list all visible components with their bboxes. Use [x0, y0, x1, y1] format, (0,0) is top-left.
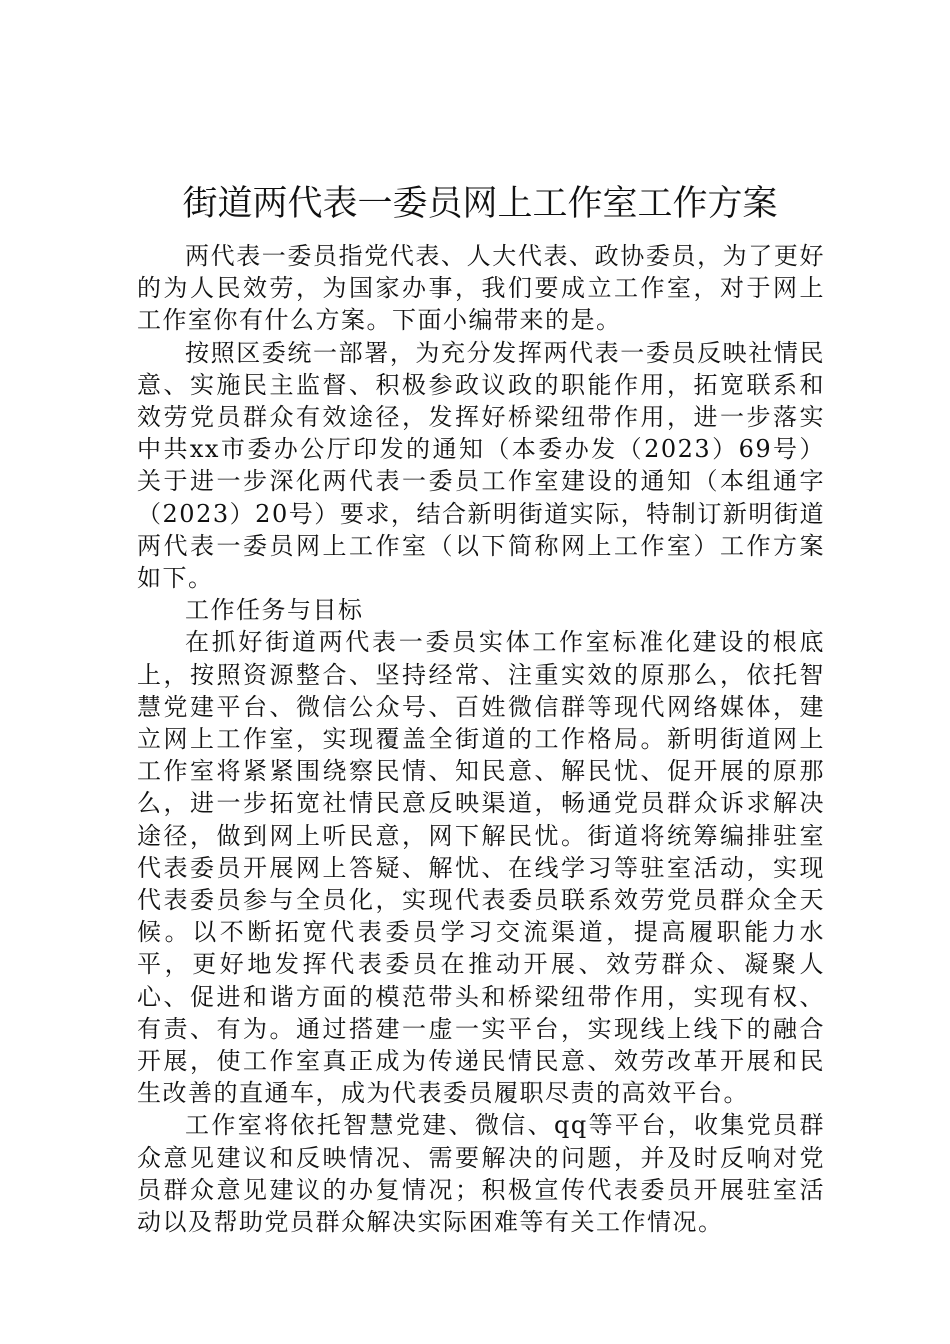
document-page	[137, 178, 825, 1238]
paragraph-background: 按照区委统一部署，为充分发挥两代表一委员反映社情民意、实施民主监督、积极参政议政的职能作用，拓宽联系和效劳党员群众有效途径，发挥好桥梁纽带作用，进一步落实中共xx市委办公厅印发的通知（本委办发（2023）69号）关于进一步深化两代表一委员工作室建设的通知（本组通字（2023）20号）要求，结合新明街道实际，特制订新明街道两代表一委员网上工作室（以下简称网上工作室）工作方案如下。	[137, 338, 825, 593]
section-heading-tasks-goals: 工作任务与目标	[185, 596, 364, 625]
document-title: 街道两代表一委员网上工作室工作方案	[182, 184, 778, 224]
paragraph-platform-work: 工作室将依托智慧党建、微信、qq等平台，收集党员群众意见建议和反映情况、需要解决的问题，并及时反响对党员群众意见建议的办复情况；积极宣传代表委员开展驻室活动以及帮助党员群众解决实际困难等有关工作情况。	[137, 1111, 825, 1237]
paragraph-tasks-goals: 在抓好街道两代表一委员实体工作室标准化建设的根底上，按照资源整合、坚持经常、注重实效的原那么，依托智慧党建平台、微信公众号、百姓微信群等现代网络媒体，建立网上工作室，实现覆盖全街道的工作格局。新明街道网上工作室将紧紧围绕察民情、知民意、解民忧、促开展的原那么，进一步拓宽社情民意反映渠道，畅通党员群众诉求解决途径，做到网上听民意，网下解民忧。街道将统筹编排驻室代表委员开展网上答疑、解忧、在线学习等驻室活动，实现代表委员参与全员化，实现代表委员联系效劳党员群众全天候。以不断拓宽代表委员学习交流渠道，提高履职能力水平，更好地发挥代表委员在推动开展、效劳群众、凝聚人心、促进和谐方面的模范带头和桥梁纽带作用，实现有权、有责、有为。通过搭建一虚一实平台，实现线上线下的融合开展，使工作室真正成为传递民情民意、效劳改革开展和民生改善的直通车，成为代表委员履职尽责的高效平台。	[137, 628, 825, 1108]
paragraph-intro: 两代表一委员指党代表、人大代表、政协委员，为了更好的为人民效劳，为国家办事，我们要成立工作室，对于网上工作室你有什么方案。下面小编带来的是。	[137, 242, 825, 335]
